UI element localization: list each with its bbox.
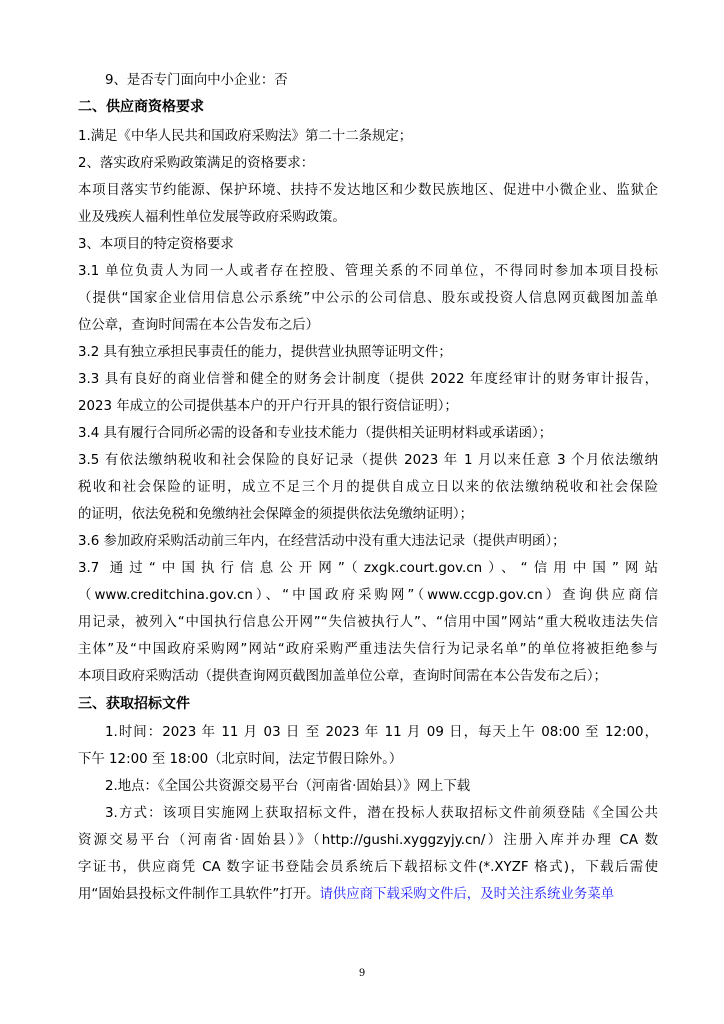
text-line: 3.2 具有独立承担民事责任的能力，提供营业执照等证明文件；	[78, 345, 452, 360]
text-line: 3.3 具有良好的商业信誉和健全的财务会计制度（提供 2022 年度经审计的财务审计报告，	[78, 372, 658, 387]
text-line: 税收和社会保险的证明，成立不足三个月的提供自成立日以来的依法缴纳税收和社会保险	[78, 480, 658, 495]
text-line: 1.满足《中华人民共和国政府采购法》第二十二条规定；	[78, 129, 413, 144]
page-number: 9	[358, 968, 366, 979]
text-line: 3、本项目的特定资格要求	[78, 237, 234, 252]
text-line: 用记录，被列入“中国执行信息公开网”“失信被执行人”、“信用中国”网站“重大税收违法失信	[78, 615, 658, 630]
text-line: 3.7 通过“中国执行信息公开网”（zxgk.court.gov.cn）、“信用中国”网站	[78, 561, 658, 576]
text-line: 3.1 单位负责人为同一人或者存在控股、管理关系的不同单位，不得同时参加本项目投标	[78, 264, 658, 279]
text-line: 2023 年成立的公司提供基本户的开户行开具的银行资信证明）；	[78, 399, 458, 414]
text-line: 主体”及“中国政府采购网”网站“政府采购严重违法失信行为记录名单”的单位将被拒绝参与	[78, 642, 658, 657]
text-line: （www.creditchina.gov.cn）、“中国政府采购网”（www.ccgp.gov.cn）查询供应商信	[78, 588, 658, 603]
text-line: 位公章，查询时间需在本公告发布之后）	[78, 318, 320, 333]
text-line: 2、落实政府采购政策满足的资格要求：	[78, 156, 315, 171]
text-line: 2.地点：《全国公共资源交易平台（河南省·固始县）》网上下载	[105, 779, 471, 794]
text-line: 3.4 具有履行合同所必需的设备和专业技术能力（提供相关证明材料或承诺函）；	[78, 426, 553, 441]
text-line: 字证书，供应商凭 CA 数字证书登陆会员系统后下载招标文件(*.XYZF 格式)，下载后需使	[78, 860, 658, 875]
text-line: 1.时间：2023 年 11 月 03 日 至 2023 年 11 月 09 日，每天上午 08:00 至 12:00，	[105, 725, 658, 740]
text-line: 本项目落实节约能源、保护环境、扶持不发达地区和少数民族地区、促进中小微企业、监狱企	[78, 183, 658, 198]
text-line: 3.方式：该项目实施网上获取招标文件，潜在投标人获取招标文件前须登陆《全国公共	[105, 806, 658, 821]
text-line: 业及残疾人福利性单位发展等政府采购政策。	[78, 210, 346, 225]
text-plain: 用“固始县投标文件制作工具软件”打开。	[78, 887, 320, 902]
section-heading: 二、供应商资格要求	[78, 99, 204, 115]
section-heading: 三、获取招标文件	[78, 696, 190, 712]
text-line: 资源交易平台（河南省·固始县）》（http://gushi.xyggzyjy.cn/）注册入库并办理 CA 数	[78, 833, 658, 848]
text-line: 3.5 有依法缴纳税收和社会保险的良好记录（提供 2023 年 1 月以来任意 3 个月依法缴纳	[78, 453, 658, 468]
text-line: 下午 12:00 至 18:00（北京时间，法定节假日除外。）	[78, 752, 403, 767]
text-line: 9、是否专门面向中小企业：否	[105, 73, 288, 88]
text-line: 本项目政府采购活动（提供查询网页截图加盖单位公章，查询时间需在本公告发布之后）；	[78, 669, 607, 684]
text-line: （提供“国家企业信用信息公示系统”中公示的公司信息、股东或投资人信息网页截图加盖单	[78, 291, 658, 306]
text-highlight-blue: 请供应商下载采购文件后，及时关注系统业务菜单	[319, 887, 615, 902]
text-line: 3.6 参加政府采购活动前三年内，在经营活动中没有重大违法记录（提供声明函）；	[78, 534, 566, 549]
text-line-last	[78, 885, 658, 905]
text-line: 的证明，依法免税和免缴纳社会保障金的须提供依法免缴纳证明）；	[78, 507, 474, 522]
